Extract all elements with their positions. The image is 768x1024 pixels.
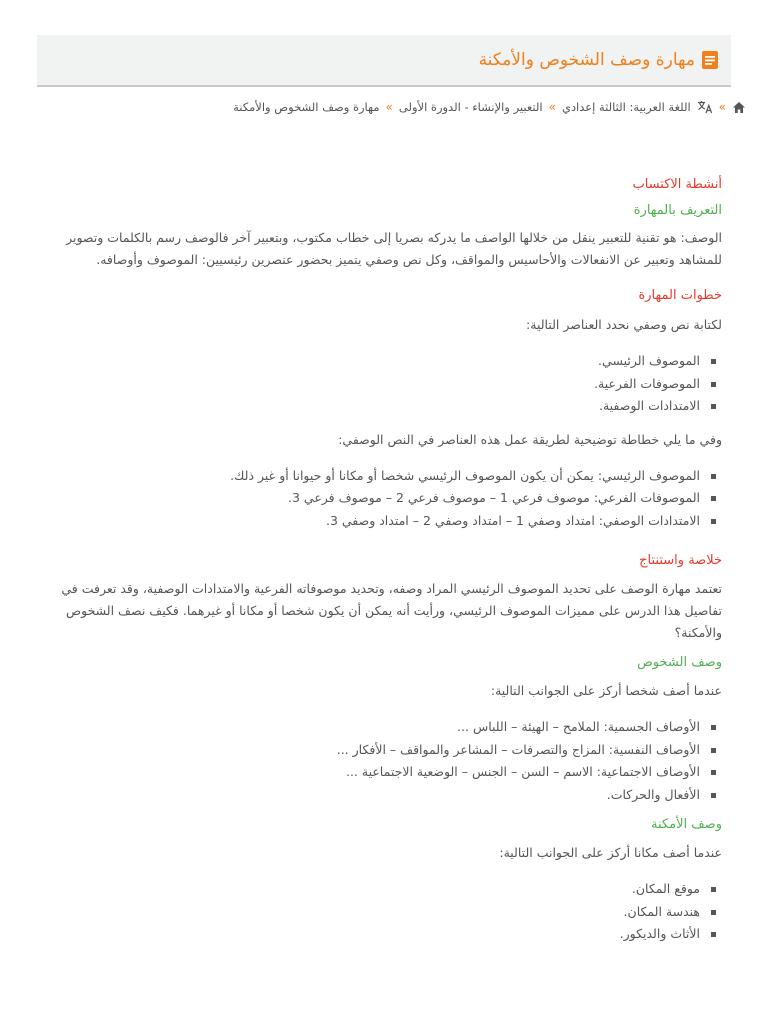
list-item: الأفعال والحركات. bbox=[46, 784, 700, 807]
list-item: الامتدادات الوصفية. bbox=[46, 395, 700, 418]
conclusion-line-3: والأمكنة؟ bbox=[674, 625, 722, 640]
list-item: الموصوفات الفرعي: موصوف فرعي 1 – موصوف فرعي 2 – موصوف فرعي 3. bbox=[46, 487, 700, 510]
list-item: الأثاث والديكور. bbox=[46, 923, 700, 946]
persons-intro: عندما أصف شخصا أركز على الجوانب التالية: bbox=[490, 683, 722, 698]
breadcrumb-separator: » bbox=[385, 100, 393, 114]
list-item: الموصوف الرئيسي. bbox=[46, 350, 700, 373]
conclusion-line-2: تفاصيل هذا الدرس على مميزات الموصوف الرئيسي، ورأيت أنه يمكن أن يكون شخصا أو مكانا أو غيرهما. فكيف نصف الشخوص bbox=[66, 603, 722, 618]
page-header bbox=[37, 35, 731, 87]
list-item: موقع المكان. bbox=[46, 878, 700, 901]
list-item: الأوصاف النفسية: المزاج والتصرفات – المشاعر والمواقف – الأفكار ... bbox=[46, 739, 700, 762]
breadcrumb-separator: » bbox=[718, 100, 726, 114]
steps-intro: لكتابة نص وصفي نحدد العناصر التالية: bbox=[526, 317, 722, 332]
list-item: الموصوف الرئيسي: يمكن أن يكون الموصوف الرئيسي شخصا أو مكانا أو حيوانا أو غير ذلك. bbox=[46, 465, 700, 488]
definition-heading: التعريف بالمهارة bbox=[633, 203, 722, 218]
scheme-intro: وفي ما يلي خطاطة توضيحية لطريقة عمل هذه العناصر في النص الوصفي: bbox=[338, 431, 722, 447]
acquisition-heading: أنشطة الاكتساب bbox=[632, 177, 722, 192]
places-list bbox=[46, 878, 722, 946]
conclusion-heading: خلاصة واستنتاج bbox=[639, 553, 722, 568]
list-item: الأوصاف الاجتماعية: الاسم – السن – الجنس – الوضعية الاجتماعية ... bbox=[46, 761, 700, 784]
breadcrumb-separator: » bbox=[548, 100, 556, 114]
breadcrumb-item-unit[interactable]: التعبير والإنشاء - الدورة الأولى bbox=[398, 100, 543, 114]
definition-line-1: الوصف: هو تقنية للتعبير ينقل من خلالها الواصف ما يدركه بصريا إلى خطاب مكتوب، وبتعبير آخر فالوصف رسم بالكلمات وتصوير bbox=[66, 230, 722, 245]
list-item: هندسة المكان. bbox=[46, 901, 700, 924]
persons-heading: وصف الشخوص bbox=[637, 655, 722, 670]
breadcrumb-item-current: مهارة وصف الشخوص والأمكنة bbox=[233, 100, 380, 114]
list-item: الامتدادات الوصفي: امتداد وصفي 1 – امتداد وصفي 2 – امتداد وصفي 3. bbox=[46, 510, 700, 533]
lesson-content bbox=[46, 170, 722, 946]
steps-heading: خطوات المهارة bbox=[638, 288, 722, 303]
home-icon[interactable] bbox=[732, 101, 746, 114]
document-icon bbox=[701, 50, 719, 70]
page-title: مهارة وصف الشخوص والأمكنة bbox=[478, 49, 695, 70]
list-item: الأوصاف الجسمية: الملامح – الهيئة – اللباس ... bbox=[46, 716, 700, 739]
breadcrumb bbox=[233, 98, 746, 116]
translate-icon[interactable] bbox=[697, 100, 713, 114]
definition-line-2: للمشاهد وتعبير عن الانفعالات والأحاسيس والمواقف، وكل نص وصفي يتميز بحضور عنصرين رئيسيين: الموصوف وأوصافه. bbox=[96, 252, 722, 267]
places-heading: وصف الأمكنة bbox=[651, 817, 722, 832]
list-item: الموصوفات الفرعية. bbox=[46, 373, 700, 396]
conclusion-line-1: تعتمد مهارة الوصف على تحديد الموصوف الرئيسي المراد وصفه، وتحديد موصوفاته الفرعية والامتدادات الوصفية، وقد تعرفت في bbox=[61, 581, 722, 596]
breadcrumb-item-subject[interactable]: اللغة العربية: الثالثة إعدادي bbox=[561, 100, 691, 114]
persons-list bbox=[46, 716, 722, 806]
steps-list bbox=[46, 350, 722, 418]
places-intro: عندما أصف مكانا أركز على الجوانب التالية: bbox=[499, 845, 722, 860]
scheme-list bbox=[46, 465, 722, 533]
